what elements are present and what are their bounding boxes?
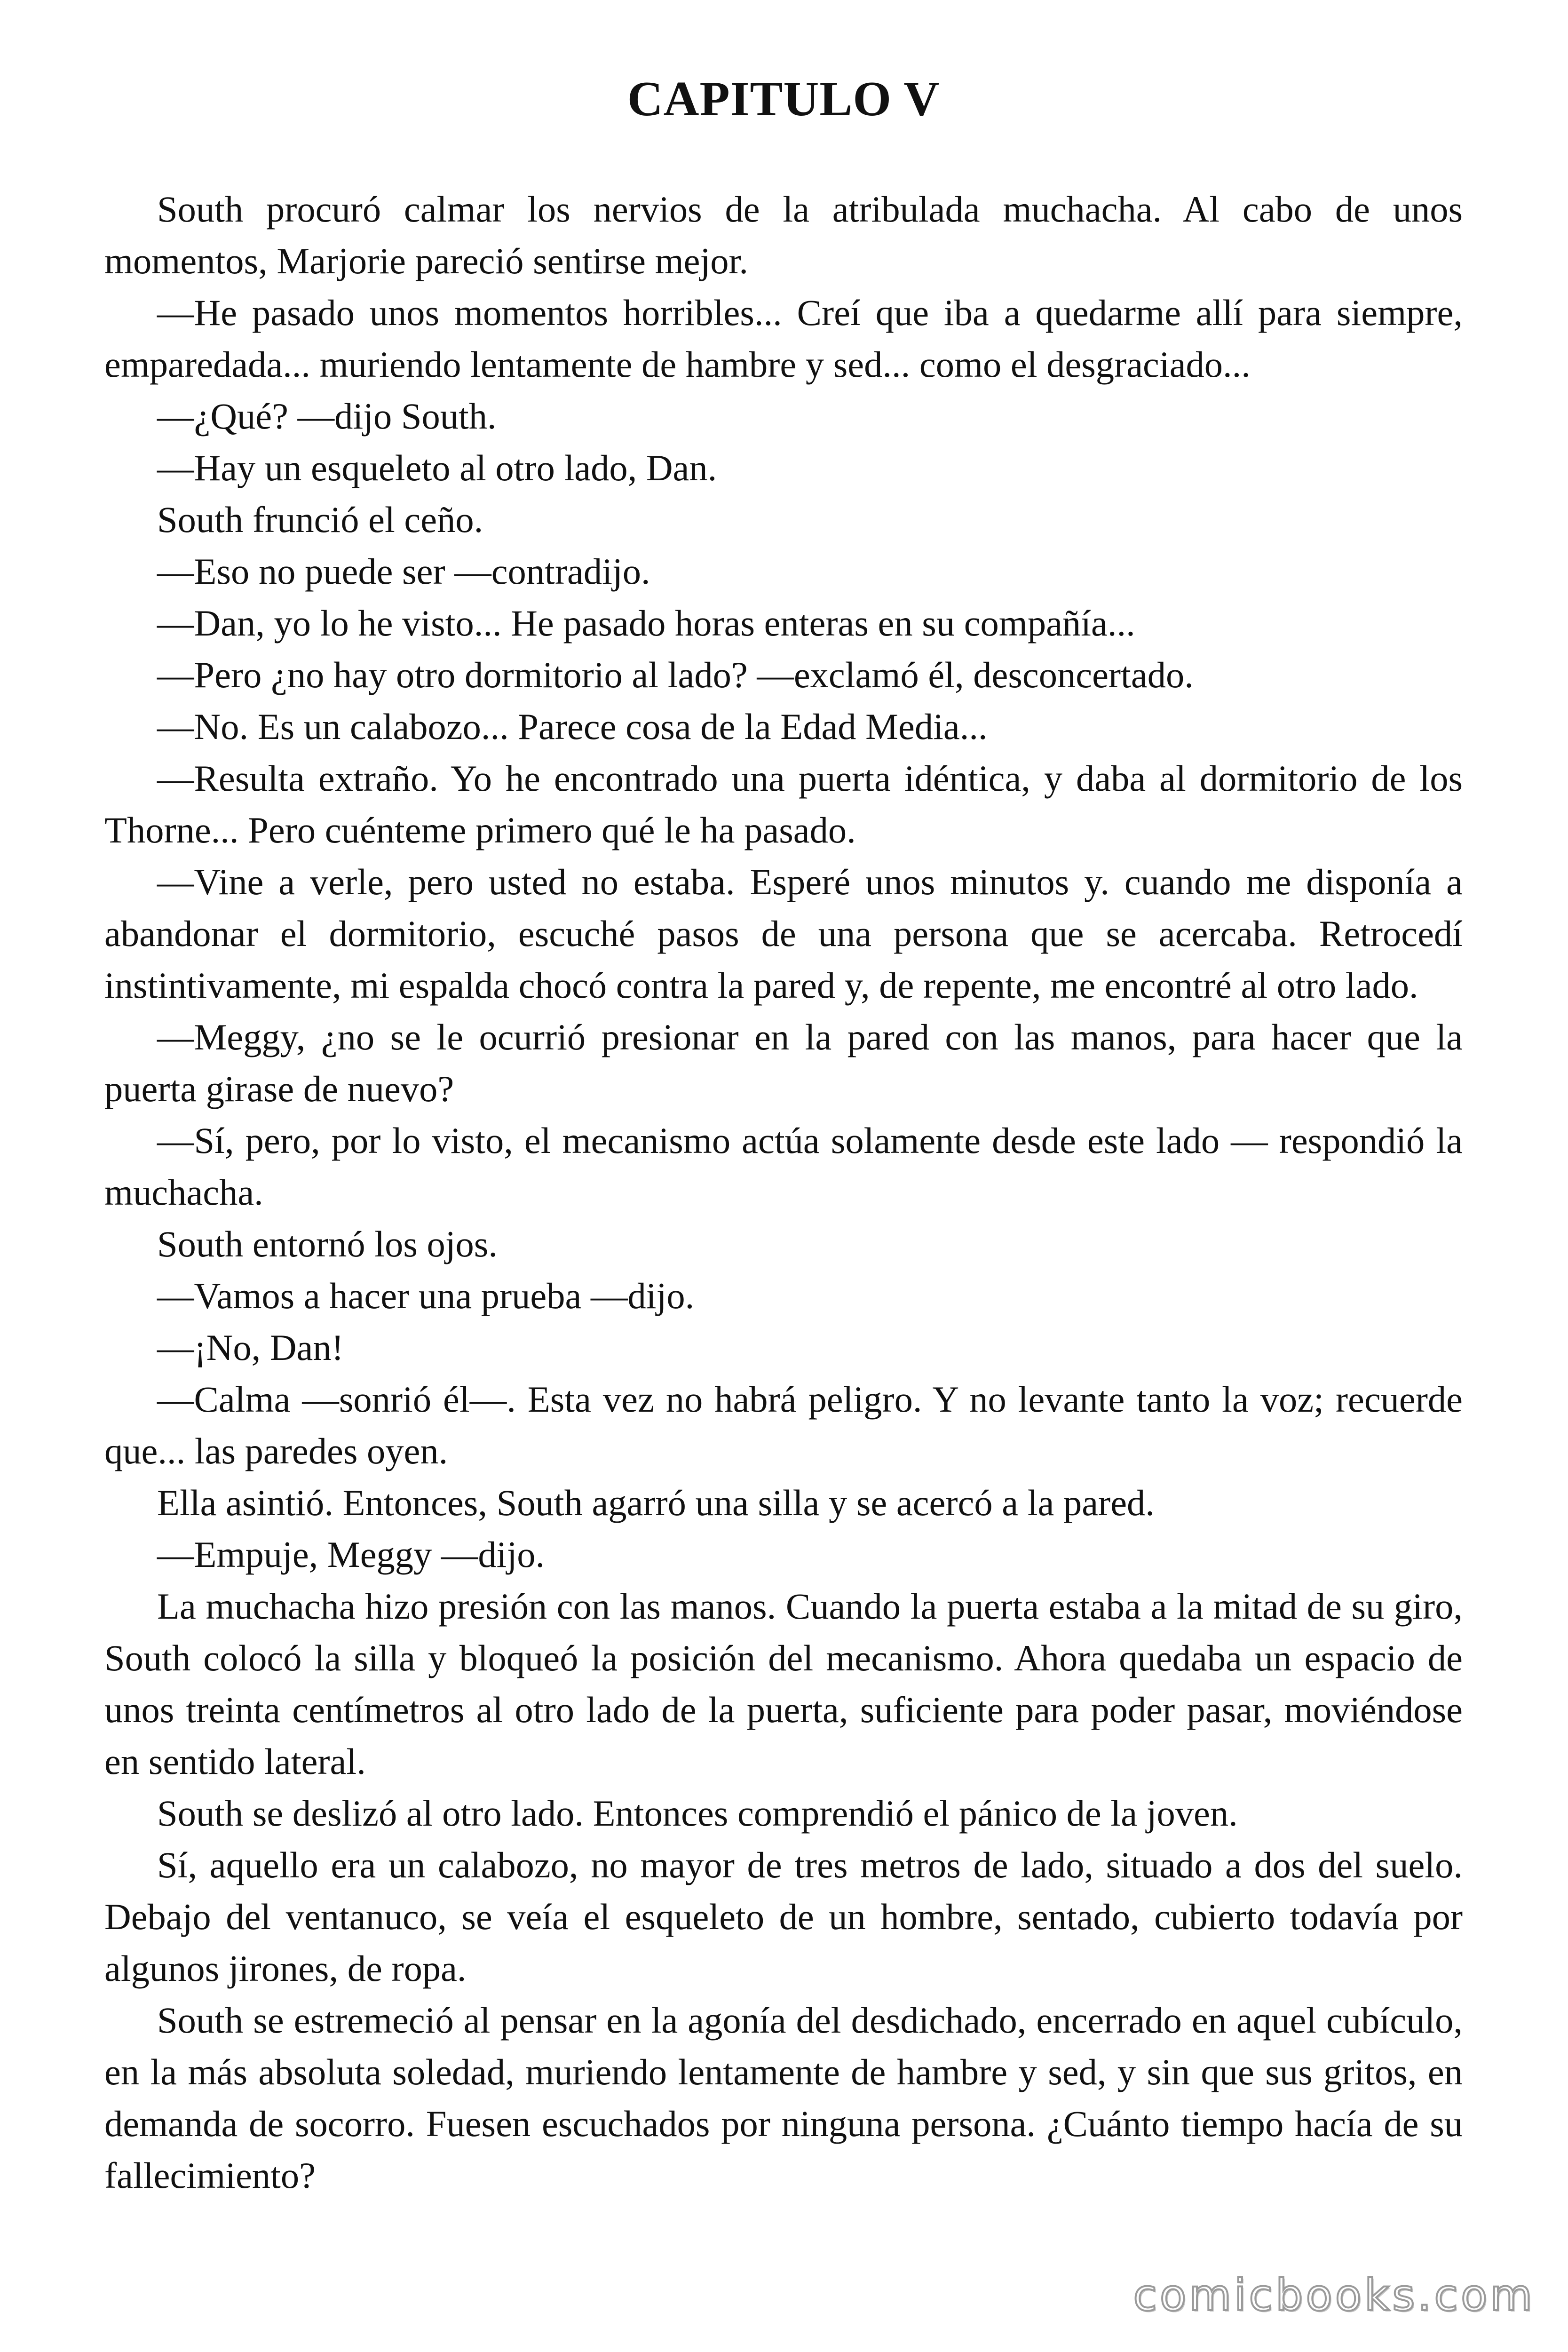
paragraph: South entornó los ojos. <box>157 1224 498 1264</box>
paragraph: South se deslizó al otro lado. Entonces comprendió el pánico de la joven. <box>157 1793 1238 1834</box>
paragraph: —Calma —sonrió él—. Esta vez no habrá peligro. Y no levante tanto la voz; recuerde que... las paredes oyen. <box>104 1379 1463 1471</box>
chapter-body <box>104 183 1463 2201</box>
paragraph: —Sí, pero, por lo visto, el mecanismo actúa solamente desde este lado — respondió la muchacha. <box>104 1120 1463 1213</box>
paragraph: —Empuje, Meggy —dijo. <box>157 1534 545 1575</box>
paragraph: —Dan, yo lo he visto... He pasado horas enteras en su compañía... <box>157 603 1135 644</box>
paragraph: South frunció el ceño. <box>157 499 483 540</box>
paragraph: —Eso no puede ser —contradijo. <box>157 551 650 592</box>
paragraph: —He pasado unos momentos horribles... Creí que iba a quedarme allí para siempre, emparedada... muriendo lentamente de hambre y sed... como el desgraciado... <box>104 292 1463 385</box>
paragraph: Sí, aquello era un calabozo, no mayor de tres metros de lado, situado a dos del suelo. Debajo del ventanuco, se veía el esqueleto de un hombre, sentado, cubierto todavía por algunos jirones, de ropa. <box>104 1844 1463 1989</box>
paragraph: —Vine a verle, pero usted no estaba. Esperé unos minutos y. cuando me disponía a abandonar el dormitorio, escuché pasos de una persona que se acercaba. Retrocedí instintivamente, mi espalda chocó contra la pared y, de repente, me encontré al otro lado. <box>104 861 1463 1006</box>
paragraph: —¡No, Dan! <box>157 1327 344 1368</box>
paragraph: La muchacha hizo presión con las manos. Cuando la puerta estaba a la mitad de su giro, South colocó la silla y bloqueó la posición del mecanismo. Ahora quedaba un espacio de unos treinta centímetros al otro lado de la puerta, suficiente para poder pasar, moviéndose en sentido lateral. <box>104 1586 1463 1782</box>
paragraph: South se estremeció al pensar en la agonía del desdichado, encerrado en aquel cubículo, en la más absoluta soledad, muriendo lentamente de hambre y sed, y sin que sus gritos, en demanda de socorro. Fuesen escuchados por ninguna persona. ¿Cuánto tiempo hacía de su fallecimiento? <box>104 2000 1463 2196</box>
paragraph: —Resulta extraño. Yo he encontrado una puerta idéntica, y daba al dormitorio de los Thorne... Pero cuénteme primero qué le ha pasado. <box>104 758 1463 850</box>
watermark: comicbooks.com <box>1133 2270 1535 2320</box>
paragraph: —Pero ¿no hay otro dormitorio al lado? —exclamó él, desconcertado. <box>157 654 1194 695</box>
paragraph: South procuró calmar los nervios de la atribulada muchacha. Al cabo de unos momentos, Marjorie pareció sentirse mejor. <box>104 189 1463 281</box>
paragraph: —No. Es un calabozo... Parece cosa de la Edad Media... <box>157 706 988 747</box>
book-page <box>104 71 1463 2328</box>
paragraph: Ella asintió. Entonces, South agarró una silla y se acercó a la pared. <box>157 1482 1155 1523</box>
paragraph: —Hay un esqueleto al otro lado, Dan. <box>157 447 717 488</box>
paragraph: —¿Qué? —dijo South. <box>157 396 497 437</box>
paragraph: —Vamos a hacer una prueba —dijo. <box>157 1275 695 1316</box>
paragraph: —Meggy, ¿no se le ocurrió presionar en la pared con las manos, para hacer que la puerta girase de nuevo? <box>104 1017 1463 1109</box>
chapter-title: CAPITULO V <box>627 71 940 126</box>
